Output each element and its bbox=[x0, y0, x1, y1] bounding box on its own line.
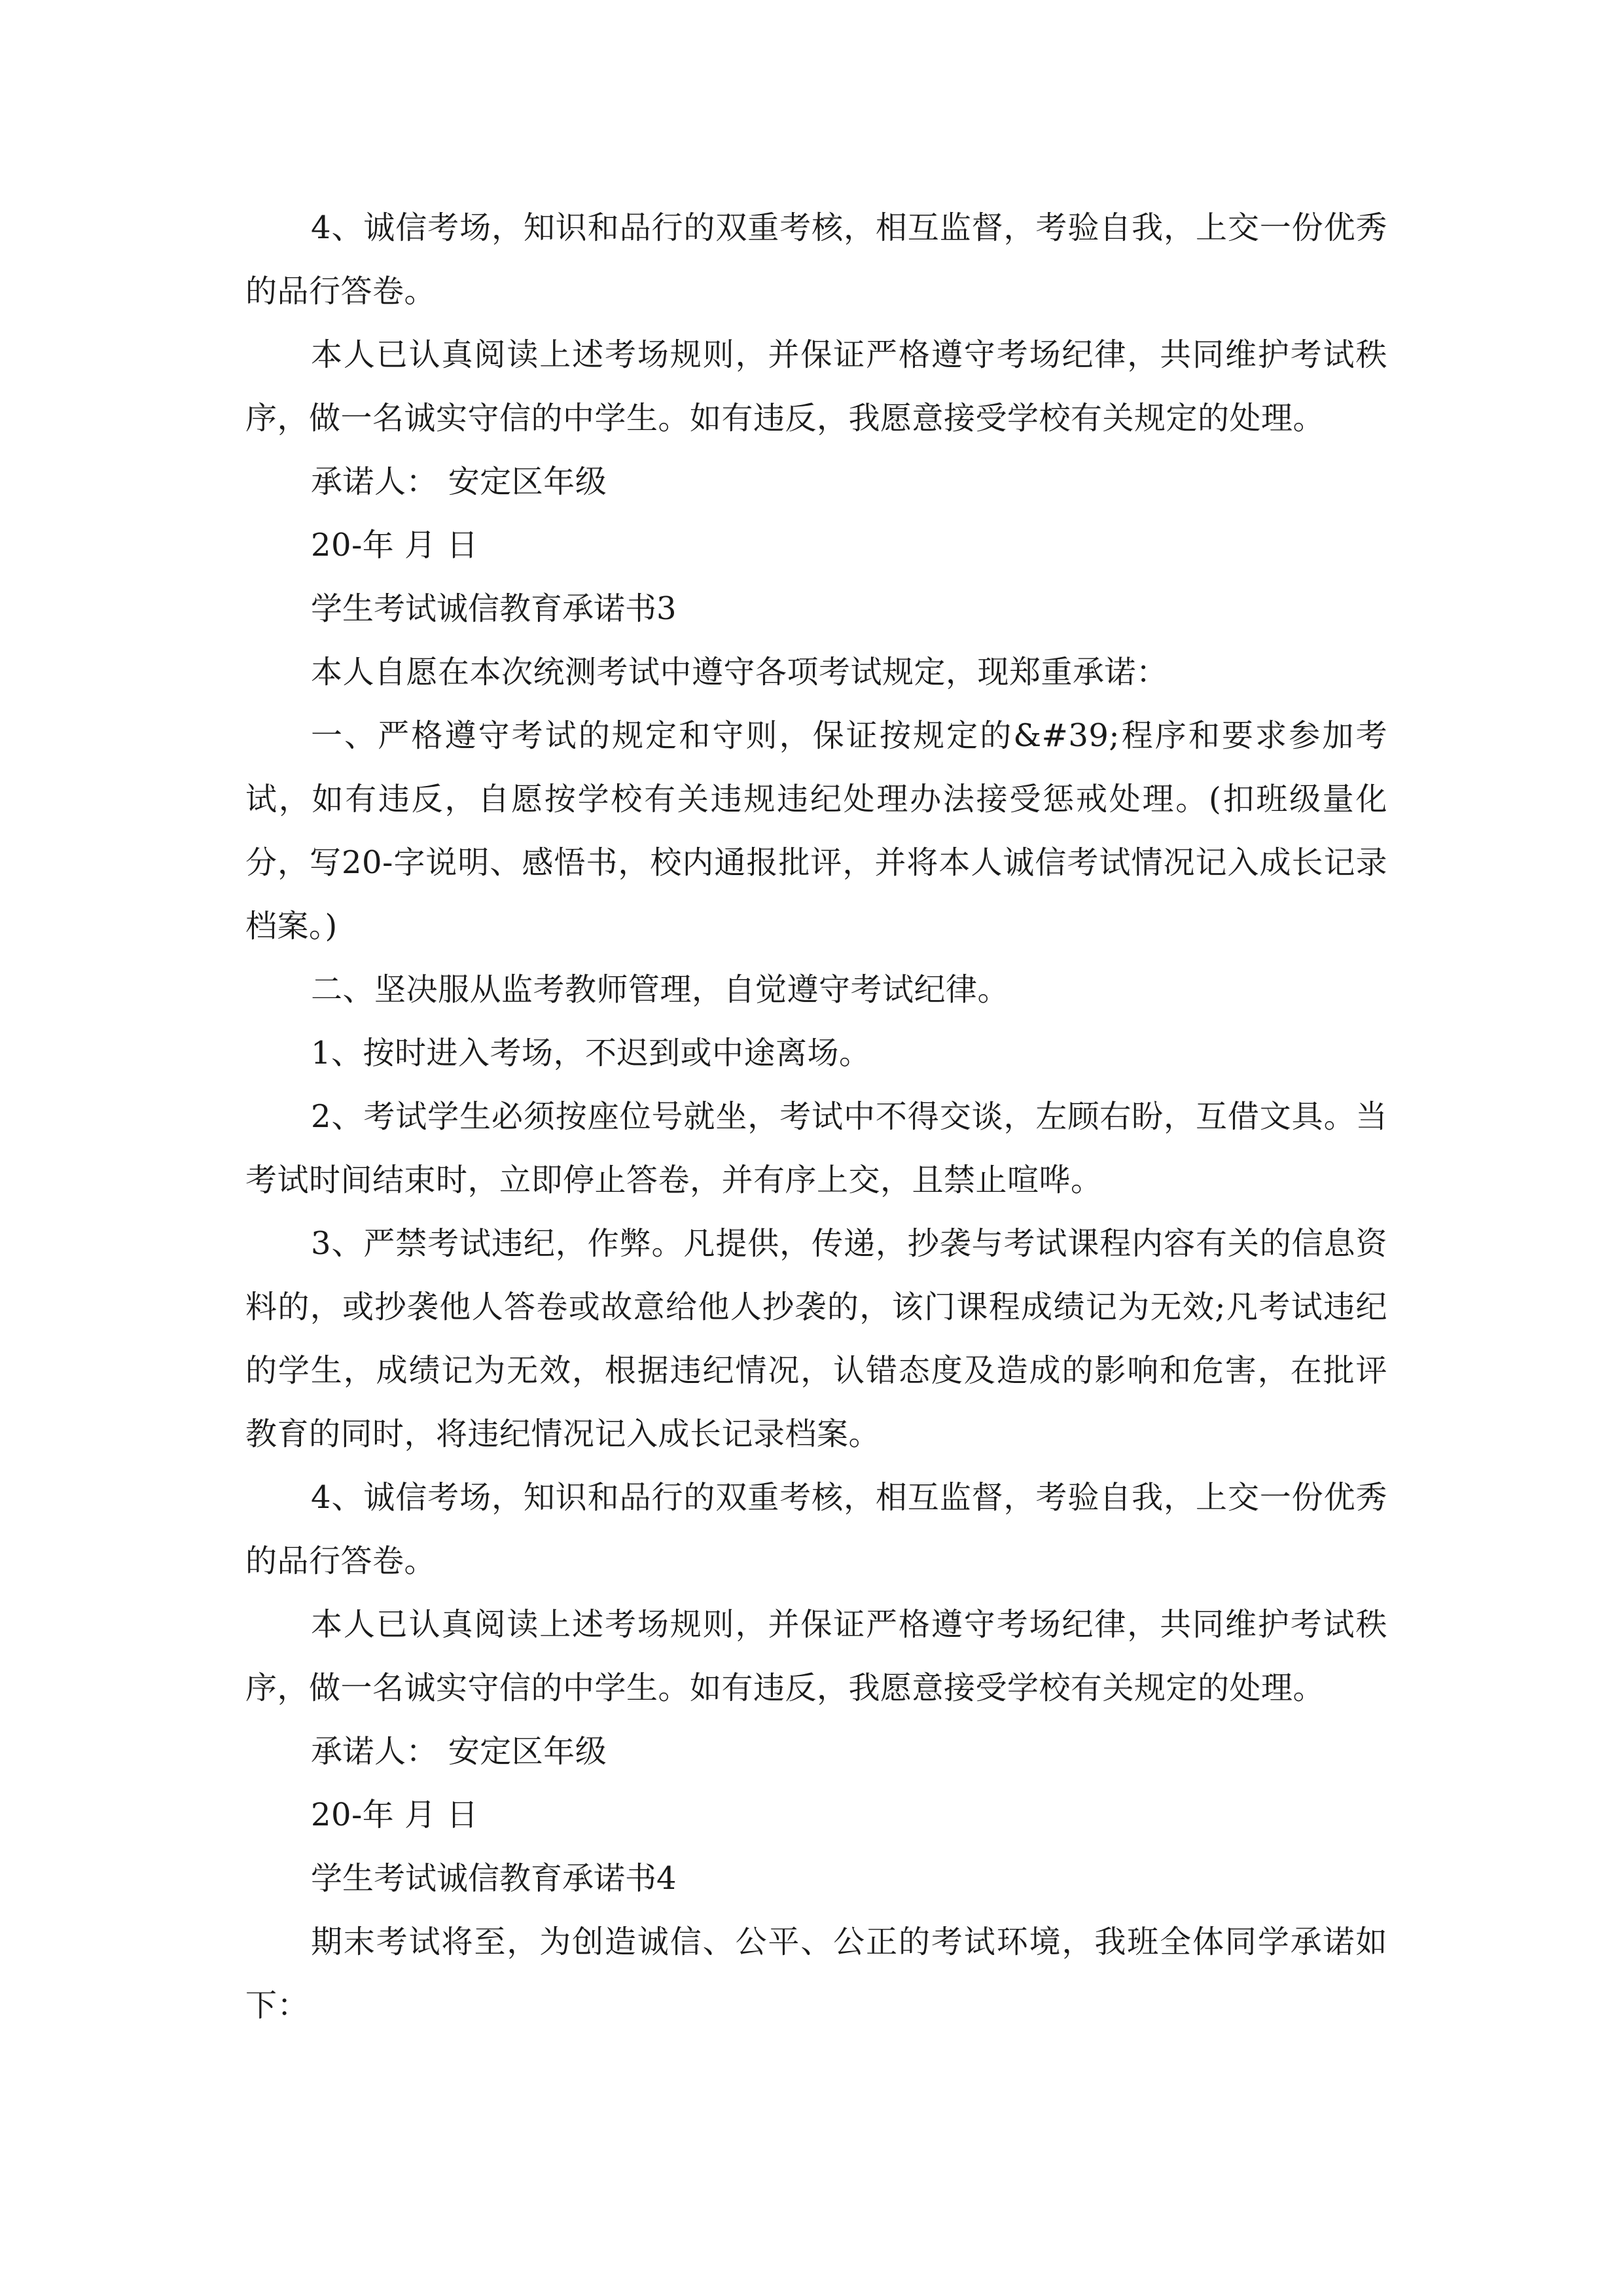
paragraph-signatory-repeat: 承诺人： 安定区年级 bbox=[311, 1733, 607, 1770]
section-title-4: 学生考试诚信教育承诺书4 bbox=[311, 1860, 677, 1897]
paragraph-rule-4-repeat: 4、诚信考场，知识和品行的双重考核，相互监督，考验自我，上交一份优秀的品行答卷。 bbox=[245, 1479, 1387, 1579]
paragraph-clause-2: 二、坚决服从监考教师管理，自觉遵守考试纪律。 bbox=[311, 971, 1010, 1008]
paragraph-pledge-statement: 本人已认真阅读上述考场规则，并保证严格遵守考场纪律，共同维护考试秩序，做一名诚实守信的中学生。如有违反，我愿意接受学校有关规定的处理。 bbox=[245, 336, 1387, 437]
paragraph-intro-4: 期末考试将至，为创造诚信、公平、公正的考试环境，我班全体同学承诺如下： bbox=[245, 1924, 1387, 2024]
paragraph-date-repeat: 20-年 月 日 bbox=[311, 1797, 478, 1833]
paragraph-rule-3: 3、严禁考试违纪，作弊。凡提供，传递，抄袭与考试课程内容有关的信息资料的，或抄袭他人答卷或故意给他人抄袭的，该门课程成绩记为无效;凡考试违纪的学生，成绩记为无效，根据违纪情况，认错态度及造成的影响和危害，在批评教育的同时，将违纪情况记入成长记录档案。 bbox=[245, 1225, 1387, 1452]
document-body bbox=[245, 196, 1387, 2037]
paragraph-clause-1: 一、严格遵守考试的规定和守则，保证按规定的&#39;程序和要求参加考试，如有违反，自愿按学校有关违规违纪处理办法接受惩戒处理。(扣班级量化分，写20-字说明、感悟书，校内通报批评，并将本人诚信考试情况记入成长记录档案。) bbox=[245, 717, 1387, 944]
paragraph-intro: 本人自愿在本次统测考试中遵守各项考试规定，现郑重承诺： bbox=[311, 654, 1168, 691]
paragraph-rule-4: 4、诚信考场，知识和品行的双重考核，相互监督，考验自我，上交一份优秀的品行答卷。 bbox=[245, 209, 1387, 310]
paragraph-signatory: 承诺人： 安定区年级 bbox=[311, 463, 607, 500]
paragraph-rule-2: 2、考试学生必须按座位号就坐，考试中不得交谈，左顾右盼，互借文具。当考试时间结束时，立即停止答卷，并有序上交，且禁止喧哗。 bbox=[245, 1098, 1387, 1198]
paragraph-date: 20-年 月 日 bbox=[311, 527, 478, 564]
paragraph-pledge-statement-repeat: 本人已认真阅读上述考场规则，并保证严格遵守考场纪律，共同维护考试秩序，做一名诚实守信的中学生。如有违反，我愿意接受学校有关规定的处理。 bbox=[245, 1606, 1387, 1706]
section-title-3: 学生考试诚信教育承诺书3 bbox=[311, 590, 677, 627]
paragraph-rule-1: 1、按时进入考场，不迟到或中途离场。 bbox=[311, 1035, 871, 1071]
